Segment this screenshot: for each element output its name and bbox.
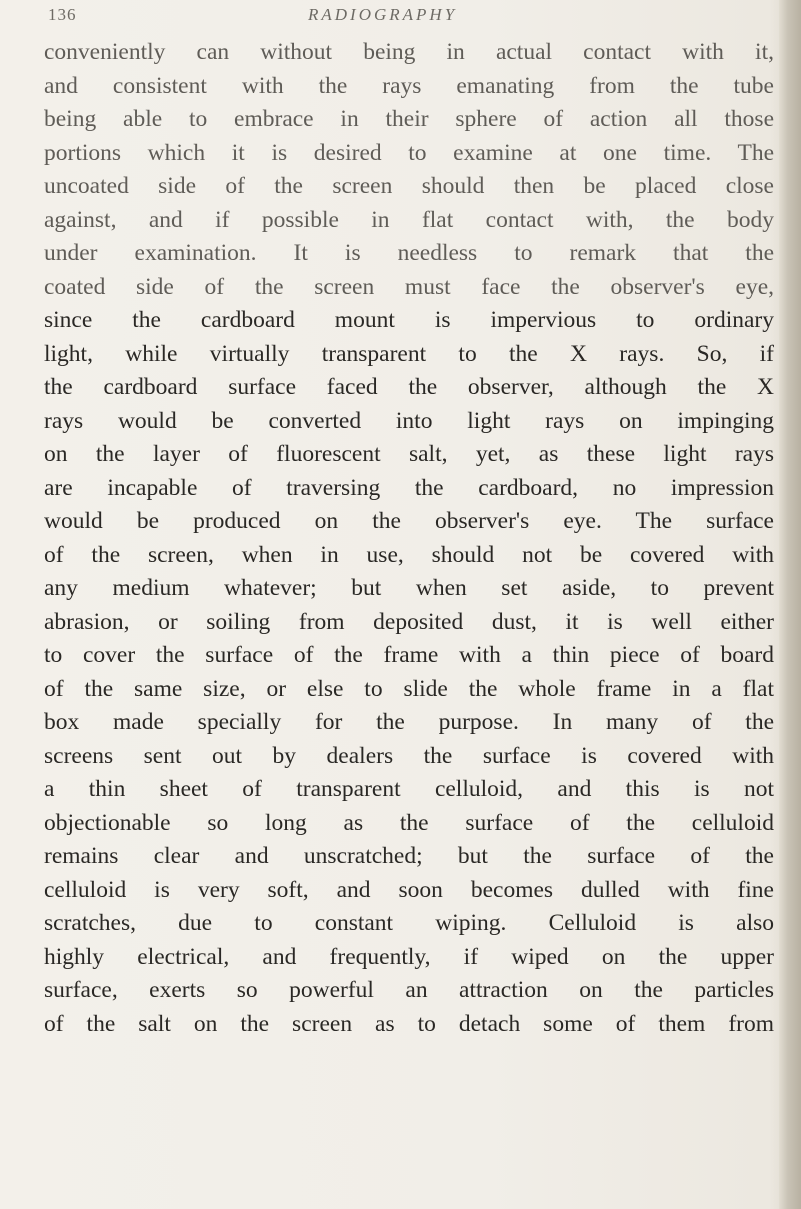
text-line: of the salt on the screen as to detach some of them from xyxy=(44,1010,774,1037)
text-line: to cover the surface of the frame with a thin piece of board xyxy=(44,642,774,668)
page-edge-shadow xyxy=(779,0,801,1209)
text-line: light, while virtually transparent to the X rays. So, if xyxy=(44,340,774,367)
text-line: the cardboard surface faced the observer, although the X xyxy=(44,374,774,400)
text-line: scratches, due to constant wiping. Celluloid is also xyxy=(44,910,774,936)
text-line: any medium whatever; but when set aside, to prevent xyxy=(44,575,774,601)
text-line: of the same size, or else to slide the whole frame in a flat xyxy=(44,675,774,702)
text-line: abrasion, or soiling from deposited dust, it is well either xyxy=(44,608,774,635)
running-title: RADIOGRAPHY xyxy=(308,5,458,24)
text-line: a thin sheet of transparent celluloid, and this is not xyxy=(44,776,774,802)
text-line: objectionable so long as the surface of the celluloid xyxy=(44,809,774,836)
text-line: highly electrical, and frequently, if wiped on the upper xyxy=(44,943,774,970)
text-line: under examination. It is needless to remark that the xyxy=(44,240,774,266)
body-text xyxy=(44,36,774,1041)
text-line: surface, exerts so powerful an attraction on the particles xyxy=(44,977,774,1003)
text-line: are incapable of traversing the cardboard, no impression xyxy=(44,474,774,501)
running-head xyxy=(48,5,778,31)
text-line: box made specially for the purpose. In many of the xyxy=(44,709,774,735)
text-line: screens sent out by dealers the surface is covered with xyxy=(44,742,774,769)
text-line: and consistent with the rays emanating from the tube xyxy=(44,72,774,99)
text-line: since the cardboard mount is impervious to ordinary xyxy=(44,307,774,333)
text-line: portions which it is desired to examine at one time. The xyxy=(44,139,774,166)
text-line: being able to embrace in their sphere of action all those xyxy=(44,106,774,132)
text-line: on the layer of fluorescent salt, yet, as these light rays xyxy=(44,441,774,467)
text-line: uncoated side of the screen should then be placed close xyxy=(44,173,774,199)
text-line: conveniently can without being in actual contact with it, xyxy=(44,39,774,65)
text-line: rays would be converted into light rays on impinging xyxy=(44,407,774,434)
text-line: coated side of the screen must face the observer's eye, xyxy=(44,273,774,300)
text-line: celluloid is very soft, and soon becomes dulled with fine xyxy=(44,876,774,903)
text-line: against, and if possible in flat contact with, the body xyxy=(44,206,774,233)
page-number: 136 xyxy=(48,5,77,24)
text-line: of the screen, when in use, should not be covered with xyxy=(44,541,774,568)
text-line: would be produced on the observer's eye. The surface xyxy=(44,508,774,534)
text-line: remains clear and unscratched; but the surface of the xyxy=(44,843,774,869)
